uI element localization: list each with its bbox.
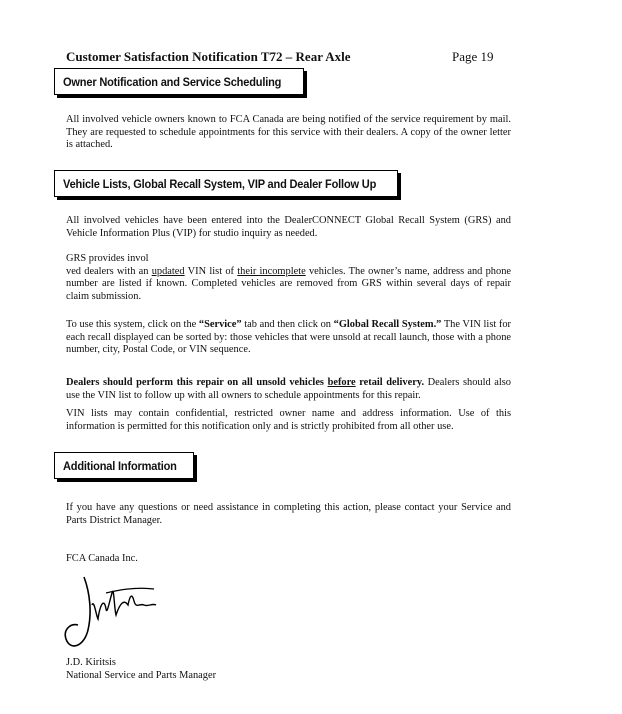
global-recall-ref: “Global Recall System.” (333, 319, 442, 330)
vehicle-lists-paragraph-3: To use this system, click on the “Service” tab and then click on “Global Recall System.” The VIN list for each recall displayed can be sorted by: those vehicles that were unsold at recall launch, those with a phone number, city, Postal Code, or VIN sequence. (66, 319, 511, 356)
signature-image (62, 575, 172, 655)
vehicle-lists-paragraph-5: VIN lists may contain confidential, restricted owner name and address information. Use of this information is permitted for this notification only and is strictly prohibited from all other use. (66, 408, 511, 432)
page-number: Page 19 (452, 49, 494, 64)
vehicle-lists-paragraph-4: Dealers should perform this repair on all unsold vehicles before retail delivery. Dealers should also use the VIN list to follow up with all owners to schedule appointments for this repair. (66, 377, 511, 401)
additional-information-paragraph: If you have any questions or need assistance in completing this action, please contact your Service and Parts District Manager. (66, 502, 511, 526)
section-heading-owner-notification-label: Owner Notification and Service Scheduling (63, 74, 282, 89)
vehicle-lists-paragraph-2 (66, 253, 511, 303)
before-underline: before (327, 377, 356, 388)
section-heading-vehicle-lists (54, 170, 398, 197)
section-heading-vehicle-lists-label: Vehicle Lists, Global Recall System, VIP and Dealer Follow Up (63, 176, 377, 191)
grs-line-2: ved dealers with an updated VIN list of their incomplete vehicles. The owner’s name, address and phone number are listed if known. Completed vehicles are removed from GRS within several days of repair claim submission. (66, 265, 512, 302)
signatory-title: National Service and Parts Manager (66, 670, 217, 681)
grs-line-1: GRS provides invol (66, 253, 149, 264)
owner-notification-paragraph: All involved vehicle owners known to FCA Canada are being notified of the service requirement by mail. They are requested to schedule appointments for this service with their dealers. A copy of the owner letter is attached. (66, 114, 511, 151)
signatory-name: J.D. Kiritsis (66, 657, 116, 668)
company-name: FCA Canada Inc. (66, 553, 138, 564)
service-tab-ref: “Service” (198, 319, 242, 330)
section-heading-owner-notification (54, 68, 304, 95)
vehicle-lists-paragraph-1: All involved vehicles have been entered into the DealerCONNECT Global Recall System (GRS) and Vehicle Information Plus (VIP) for studio inquiry as needed. (66, 215, 511, 239)
incomplete-underline: their incomplete (237, 265, 306, 277)
document-title: Customer Satisfaction Notification T72 – Rear Axle (66, 49, 351, 64)
section-heading-additional-information (54, 452, 194, 479)
updated-underline: updated (151, 265, 185, 277)
section-heading-additional-information-label: Additional Information (63, 458, 177, 473)
